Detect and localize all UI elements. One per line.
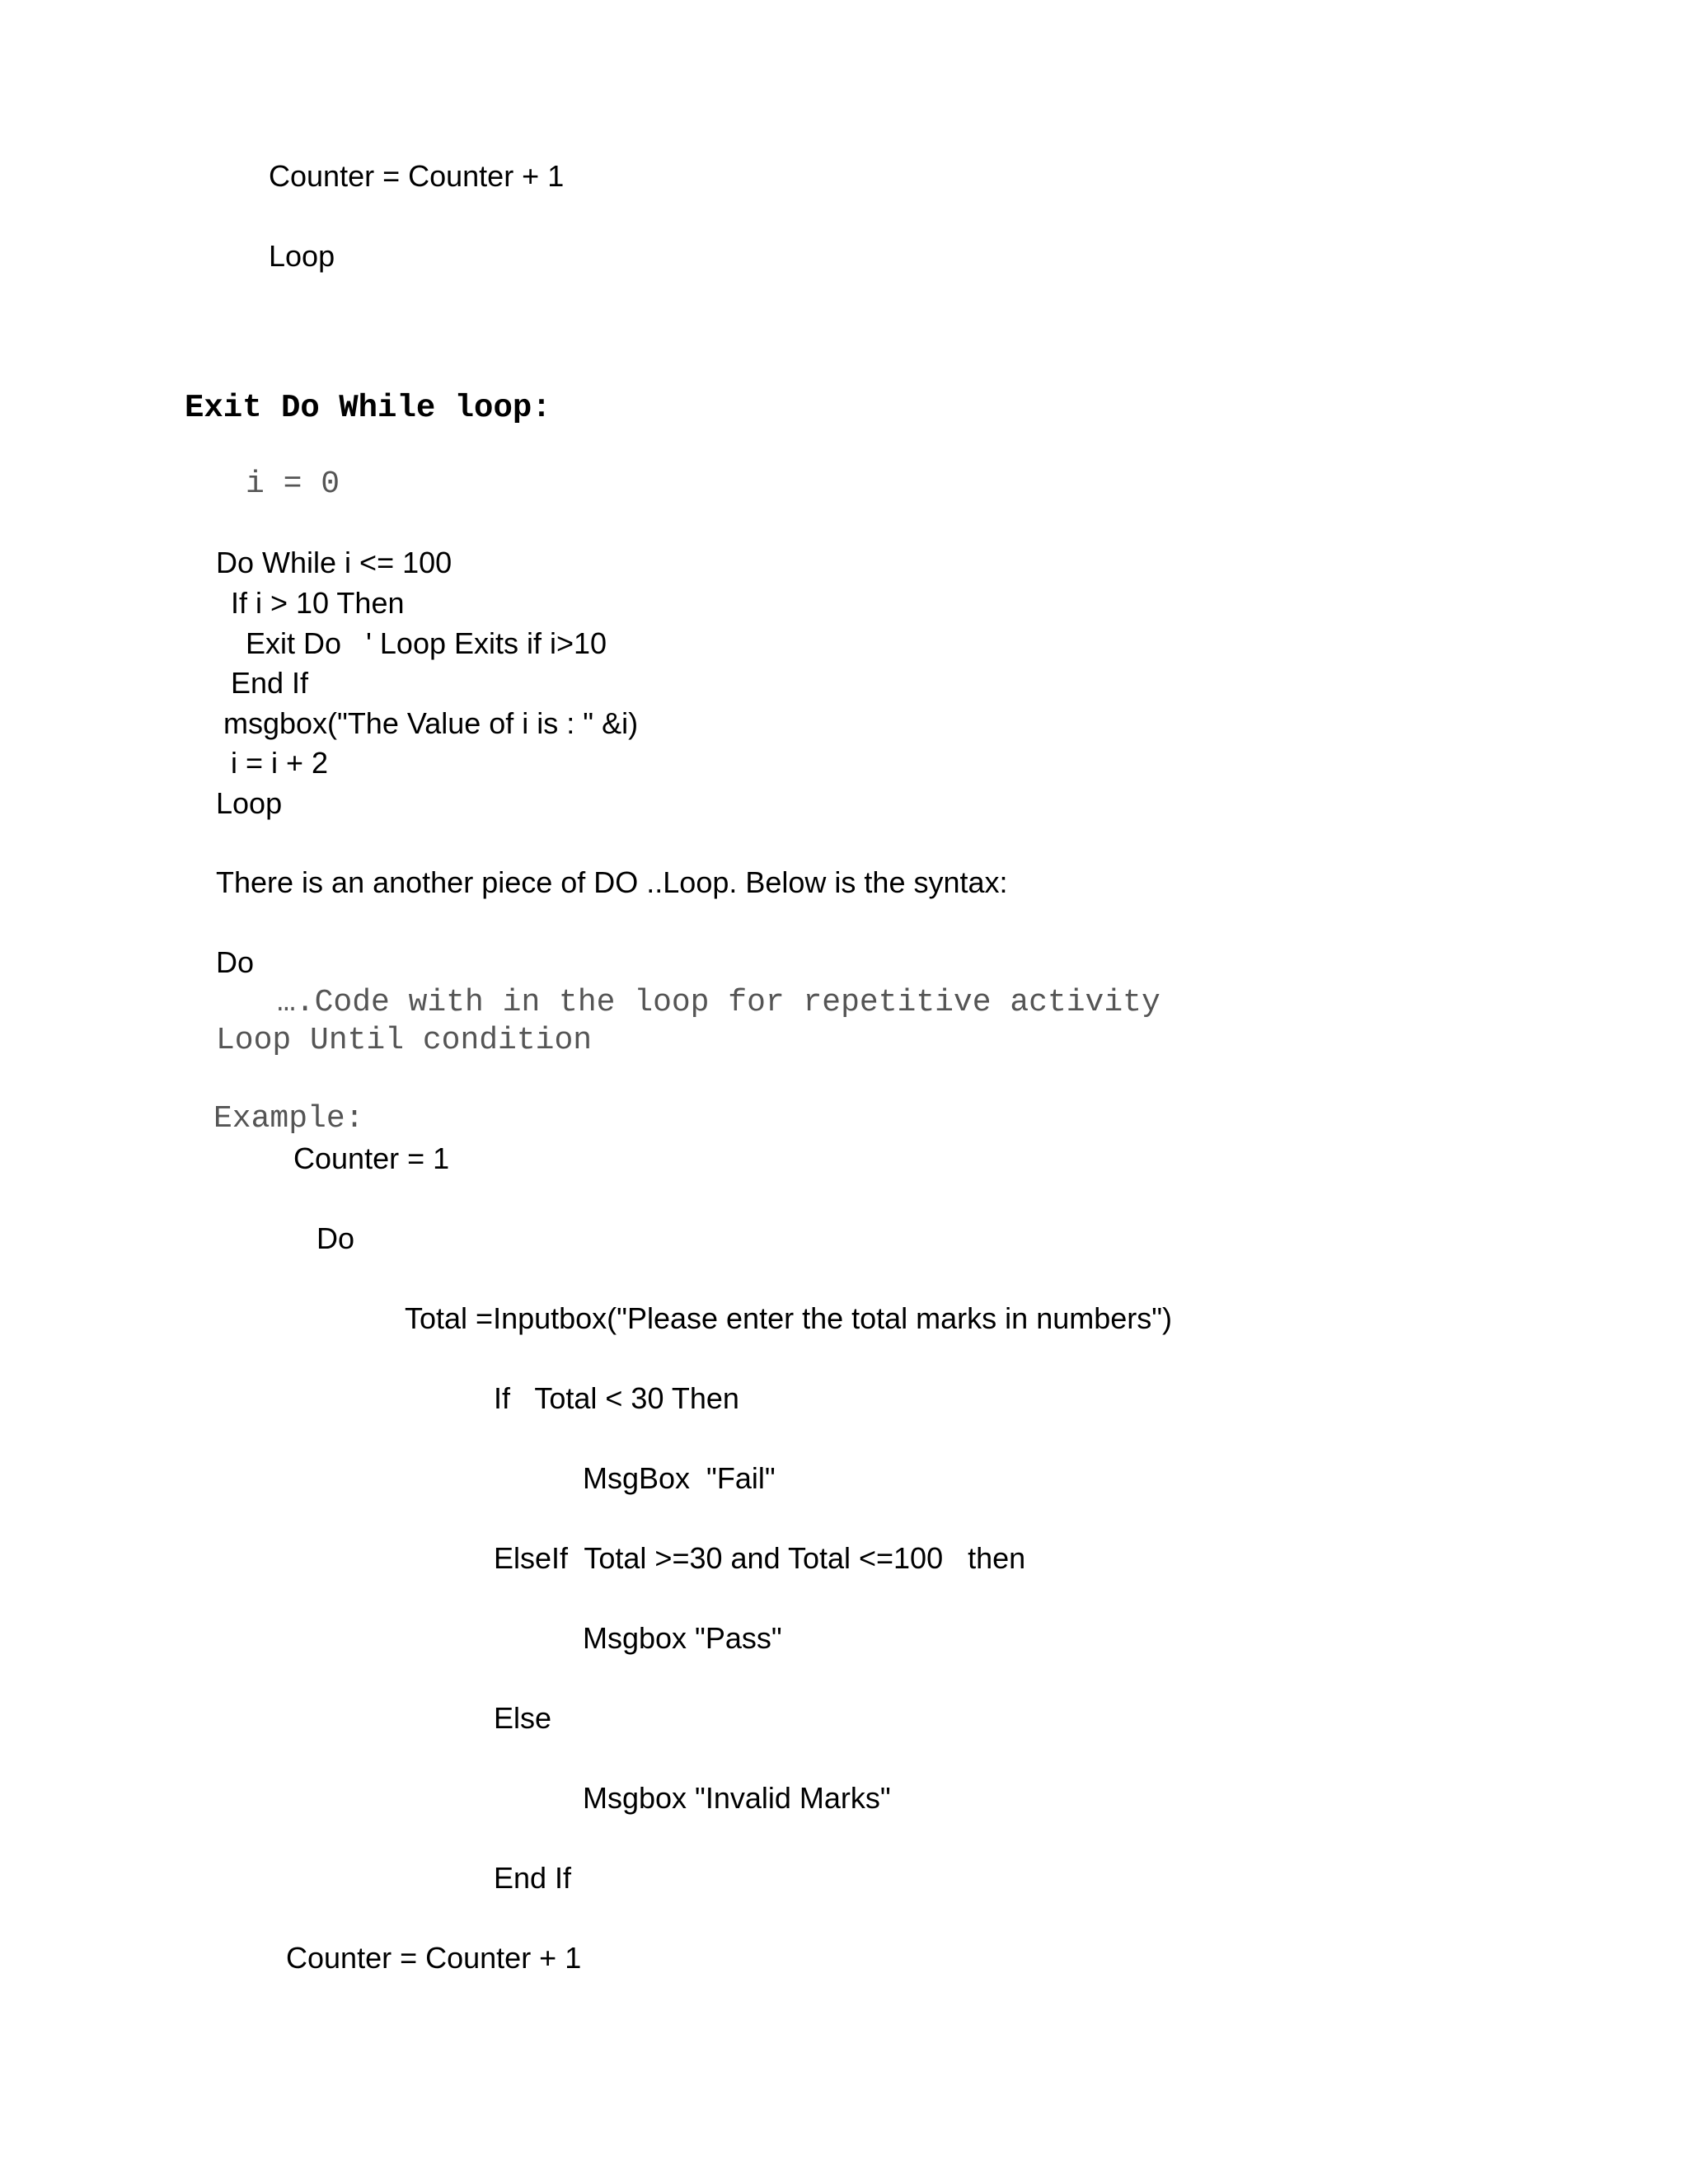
syntax-do: Do bbox=[216, 945, 255, 979]
example-do: Do bbox=[316, 1221, 355, 1255]
example-counter-init: Counter = 1 bbox=[293, 1141, 450, 1175]
code-line-increment: i = i + 2 bbox=[231, 746, 329, 780]
code-line-end-if: End If bbox=[231, 666, 309, 700]
section-heading: Exit Do While loop: bbox=[185, 390, 551, 426]
code-line-loop: Loop bbox=[269, 239, 335, 273]
example-elseif: ElseIf Total >=30 and Total <=100 then bbox=[494, 1541, 1026, 1575]
example-counter-increment: Counter = Counter + 1 bbox=[286, 1941, 582, 1975]
code-line-counter-increment: Counter = Counter + 1 bbox=[269, 159, 565, 193]
example-msgbox-fail: MsgBox "Fail" bbox=[583, 1461, 776, 1495]
example-label: Example: bbox=[213, 1101, 364, 1137]
paragraph-text: There is an another piece of DO ..Loop. Below is the syntax: bbox=[216, 865, 1008, 899]
syntax-body: ….Code with in the loop for repetitive activity bbox=[277, 985, 1160, 1020]
example-else: Else bbox=[494, 1701, 552, 1735]
code-line-loop-end: Loop bbox=[216, 786, 283, 820]
code-line-init: i = 0 bbox=[246, 466, 340, 502]
code-line-exit-do: Exit Do ' Loop Exits if i>10 bbox=[246, 626, 607, 660]
code-line-msgbox: msgbox("The Value of i is : " &i) bbox=[223, 706, 639, 740]
syntax-loop-until: Loop Until condition bbox=[216, 1023, 593, 1058]
example-end-if: End If bbox=[494, 1861, 572, 1895]
example-msgbox-invalid: Msgbox "Invalid Marks" bbox=[583, 1781, 891, 1815]
code-line-do-while: Do While i <= 100 bbox=[216, 546, 452, 579]
code-line-if: If i > 10 Then bbox=[231, 586, 405, 620]
example-inputbox: Total =Inputbox("Please enter the total marks in numbers") bbox=[405, 1301, 1173, 1335]
example-msgbox-pass: Msgbox "Pass" bbox=[583, 1621, 782, 1655]
example-if: If Total < 30 Then bbox=[494, 1381, 739, 1415]
